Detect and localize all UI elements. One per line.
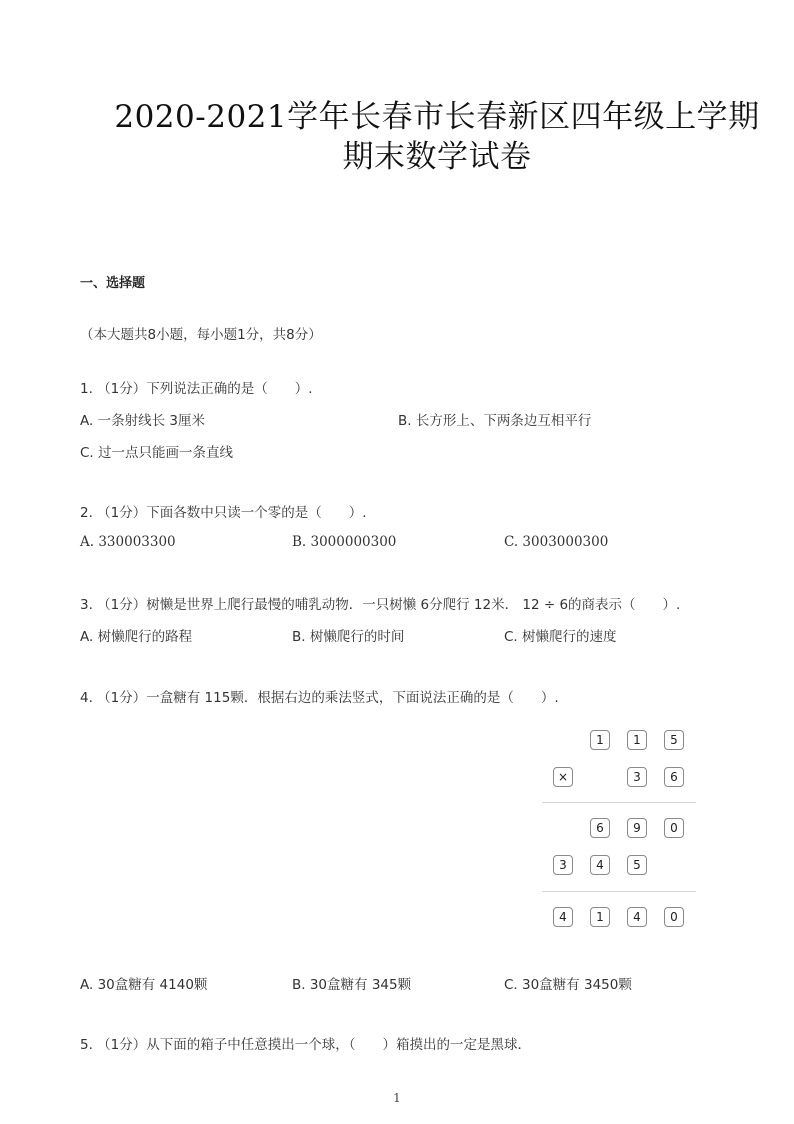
question-1-stem: 1. （1分）下列说法正确的是（ ）. xyxy=(80,381,313,397)
calc-digit: 0 xyxy=(664,818,684,838)
calc-digit: 3 xyxy=(553,855,573,875)
question-4-stem: 4. （1分）一盒糖有 115颗．根据右边的乘法竖式，下面说法正确的是（ ）. xyxy=(80,690,559,706)
section-note: （本大题共8小题，每小题1分，共8分） xyxy=(80,327,322,343)
calc-digit: 6 xyxy=(664,767,684,787)
question-2-stem: 2. （1分）下面各数中只读一个零的是（ ）. xyxy=(80,505,367,521)
question-5-stem: 5. （1分）从下面的箱子中任意摸出一个球，（ ）箱摸出的一定是黑球． xyxy=(80,1037,532,1053)
question-3-stem: 3. （1分）树懒是世界上爬行最慢的哺乳动物．一只树懒 6分爬行 12米． 12 ÷ 6的商表示（ ）. xyxy=(80,597,681,613)
calc-multiply-sign: × xyxy=(553,767,573,787)
question-2-option-a: A. 330003300 xyxy=(80,534,176,550)
calc-digit: 5 xyxy=(664,730,684,750)
calc-digit: 3 xyxy=(627,767,647,787)
question-1-option-b: B. 长方形上、下两条边互相平行 xyxy=(398,413,592,429)
calc-digit: 4 xyxy=(627,907,647,927)
calc-digit: 5 xyxy=(627,855,647,875)
question-1-option-c: C. 过一点只能画一条直线 xyxy=(80,445,234,461)
calc-digit: 4 xyxy=(590,855,610,875)
question-3-option-b: B. 树懒爬行的时间 xyxy=(292,629,405,645)
calc-digit: 1 xyxy=(627,730,647,750)
exam-title-line1: 2020-2021学年长春市长春新区四年级上学期 xyxy=(114,99,760,135)
section-heading: 一、选择题 xyxy=(80,276,146,291)
question-4-option-b: B. 30盒糖有 345颗 xyxy=(292,977,412,993)
calc-digit: 9 xyxy=(627,818,647,838)
calc-digit: 1 xyxy=(590,730,610,750)
calc-divider xyxy=(542,802,696,803)
calc-digit: 6 xyxy=(590,818,610,838)
question-2-option-b: B. 3000000300 xyxy=(292,534,397,550)
question-3-option-c: C. 树懒爬行的速度 xyxy=(504,629,617,645)
calc-digit: 1 xyxy=(590,907,610,927)
page-number: 1 xyxy=(393,1091,401,1105)
question-1-option-a: A. 一条射线长 3厘米 xyxy=(80,413,205,429)
calc-digit: 4 xyxy=(553,907,573,927)
calc-digit: 0 xyxy=(664,907,684,927)
question-4-option-a: A. 30盒糖有 4140颗 xyxy=(80,977,208,993)
exam-title-line2: 期末数学试卷 xyxy=(342,139,532,175)
calc-divider xyxy=(542,891,696,892)
question-2-option-c: C. 3003000300 xyxy=(504,534,609,550)
question-4-option-c: C. 30盒糖有 3450颗 xyxy=(504,977,632,993)
question-3-option-a: A. 树懒爬行的路程 xyxy=(80,629,193,645)
